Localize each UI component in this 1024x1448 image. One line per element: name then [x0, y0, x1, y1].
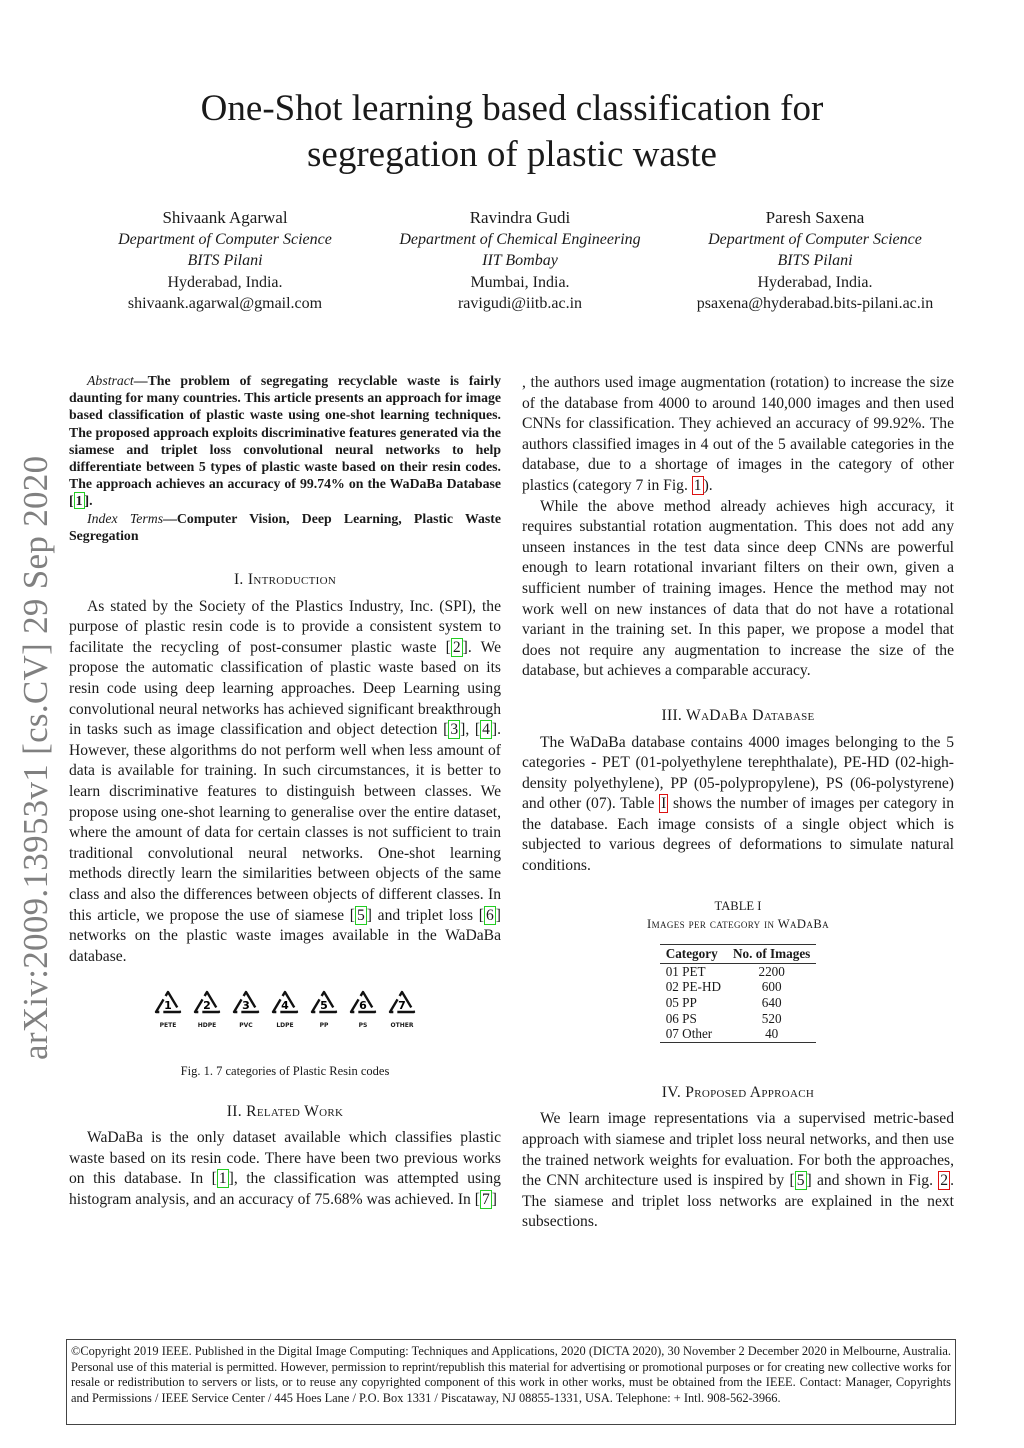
text-run: The WaDaBa database contains 4000 images belonging to the 5 categories - PET (01-polyethylene terephthalate), PE-HD (02-high-density polyethylene), PP (05-polypropylene), PS (06-polystyrene) and other (07). Table	[522, 733, 954, 813]
right-column	[522, 373, 954, 1233]
citation-link[interactable]: 5	[796, 1172, 805, 1190]
table-cell: 600	[761, 979, 782, 995]
data-table	[660, 944, 817, 1043]
text-run: . We propose the automatic classification of plastic waste based on its resin code using deep learning approaches. Deep Learning using convolutional neural networks has achieved significant breakthrough in tasks such as image classification and object detection	[69, 638, 501, 739]
citation-link[interactable]: 6	[486, 906, 494, 924]
author-block	[80, 207, 960, 315]
column-header: Category	[660, 945, 727, 964]
resin-code-label: OTHER	[390, 1022, 414, 1030]
citation-link[interactable]: 4	[482, 721, 490, 739]
resin-code-5	[309, 989, 339, 1037]
text-run: WaDaBa is the only dataset available which classifies plastic waste based on its resin code. There have been two previous works on this database. In	[69, 1129, 501, 1188]
author-2	[375, 207, 665, 315]
table-subtitle: Images per category in WaDaBa	[646, 916, 830, 931]
paper-title	[0, 86, 1024, 178]
related-paragraph-continued	[522, 373, 954, 497]
text-run: , the authors used image augmentation (rotation) to increase the size of the database from 4000 to around 140,000 images and then used CNNs for classification. They achieved an accuracy of 99.92%. The authors classified images in 4 out of the 5 available categories in the database, due to a shortage of images in the category of other plastics (category 7 in Fig.	[522, 374, 954, 494]
column-header: No. of Images	[727, 945, 816, 964]
resin-code-number: 3	[242, 999, 250, 1013]
related-paragraph-2: While the above method already achieves high accuracy, it requires substantial rotation augmentation. This does not add any unseen instances in the test data since deep CNNs are powerful enough to learn rotational invariant filters on their own, given a sufficient number of training images. Hence the method may not work well on new instances of data that do not have a rotational variant in the training set. In this paper, we propose a model that does not require any augmentation to increase the size of the database, but achieves a comparable accuracy.	[522, 497, 954, 680]
resin-code-number: 1	[164, 999, 172, 1013]
recycling-triangle-icon	[309, 989, 339, 1015]
resin-code-row	[69, 989, 501, 1037]
table-1	[522, 899, 954, 1043]
related-paragraph: WaDaBa is the only dataset available which classifies plastic waste based on its resin code. There have been two previous works on this database. In [ 1 ], the classification was attempted using histogram analysis, and an accuracy of 75.68% was achieved. In [ 7 ]	[69, 1129, 501, 1208]
recycling-triangle-icon	[387, 989, 417, 1015]
resin-code-2	[192, 989, 222, 1037]
recycling-triangle-icon	[153, 989, 183, 1015]
resin-code-label: PVC	[239, 1022, 253, 1030]
text-run: and shown in Fig.	[811, 1172, 939, 1190]
table-cell: 2200	[758, 963, 785, 979]
table-header-row	[660, 945, 817, 964]
author-institution: BITS Pilani	[187, 252, 263, 269]
author-name: Paresh Saxena	[765, 208, 865, 227]
citation-link[interactable]: 5	[356, 906, 365, 924]
table-cell: 640	[761, 995, 782, 1011]
section-heading-proposed-approach: IV. Proposed Approach	[661, 1083, 815, 1101]
table-cell: 520	[761, 1010, 782, 1026]
text-run: ,	[465, 721, 475, 739]
author-name: Ravindra Gudi	[469, 208, 571, 227]
text-run: As stated by the Society of the Plastics Industry, Inc. (SPI), the purpose of plastic resin code is to provide a consistent system to facilitate the recycling of post-consumer plastic waste	[69, 597, 501, 656]
copyright-notice: ©Copyright 2019 IEEE. Published in the Digital Image Computing: Techniques and Applications, 2020 (DICTA 2020), 30 November 2 December 2020 in Melbourne, Australia. Personal use of this material is permitted. However, permission to reprint/republish this material for advertising or promotional purposes or for creating new collective works for resale or redistribution to servers or lists, or to reuse any copyrighted component of this work in other works, must be obtained from the IEEE. Contact: Manager, Copyrights and Permissions / IEEE Service Center / 445 Hoes Lane / P.O. Box 1331 / Piscataway, NJ 08855-1331, USA. Telephone: + Intl. 908-562-3966.	[66, 1339, 956, 1425]
section-heading-related-work: II. Related Work	[226, 1102, 344, 1120]
author-name: Shivaank Agarwal	[162, 208, 288, 227]
citation-link[interactable]: 2	[452, 638, 461, 656]
abstract-label: Abstract	[87, 373, 134, 388]
resin-code-number: 4	[281, 999, 289, 1013]
section-heading-wadaba: III. WaDaBa Database	[661, 706, 815, 724]
resin-code-label: PP	[319, 1022, 329, 1030]
author-institution: IIT Bombay	[482, 252, 558, 269]
text-run: We learn image representations via a supervised metric-based approach with siamese and triplet loss neural networks, and then use the trained network weights for evaluation. For both the approaches, the CNN architecture used is inspired by	[522, 1110, 954, 1190]
table-cell: 01 PET	[665, 963, 706, 979]
abstract-end: .	[89, 493, 93, 509]
index-terms-label: Index Terms	[87, 510, 164, 526]
resin-code-number: 6	[359, 999, 367, 1013]
table-cell: 02 PE-HD	[665, 979, 722, 995]
citation-link[interactable]: 1	[218, 1170, 227, 1188]
table-reference-link[interactable]: I	[661, 795, 667, 813]
wadaba-paragraph	[522, 733, 954, 877]
figure-reference-link[interactable]: 1	[693, 476, 702, 494]
author-department: Department of Computer Science	[118, 230, 332, 248]
resin-code-number: 7	[398, 999, 406, 1013]
recycling-triangle-icon	[270, 989, 300, 1015]
recycling-triangle-icon	[192, 989, 222, 1015]
text-run: and triplet loss	[371, 906, 479, 924]
text-run: networks on the plastic waste images available in the WaDaBa database.	[69, 927, 501, 965]
author-department: Department of Chemical Engineering	[399, 230, 641, 248]
resin-code-3	[231, 989, 261, 1037]
abstract-text: —The problem of segregating recyclable waste is fairly daunting for many countries. This article presents an approach for image based classification of plastic waste using one-shot learning techniques. The proposed approach exploits discriminative features generated via the siamese and triplet loss convolutional neural networks to help differentiate between 5 types of plastic waste based on their resin codes. The approach achieves an accuracy of 99.74% on the WaDaBa Database	[69, 373, 501, 492]
resin-code-label: PETE	[159, 1022, 177, 1030]
title-line-1: One-Shot learning based classification for	[200, 88, 824, 129]
recycling-triangle-icon	[348, 989, 378, 1015]
table-row	[660, 995, 817, 1011]
table-cell: 07 Other	[665, 1026, 713, 1042]
author-location: Hyderabad, India.	[167, 273, 283, 291]
approach-paragraph: We learn image representations via a supervised metric-based approach with siamese and triplet loss neural networks, and then use the trained network weights for evaluation. For both the approaches, the CNN architecture used is inspired by [ 5 ] and shown in Fig. 2 . The siamese and triplet loss networks are explained in the next subsections.	[522, 1110, 954, 1231]
resin-code-7	[387, 989, 417, 1037]
author-3	[670, 207, 960, 315]
author-1	[80, 207, 370, 315]
table-row	[660, 1026, 817, 1042]
citation-link[interactable]: 7	[481, 1190, 490, 1208]
arxiv-stamp: arXiv:2009.13953v1 [cs.CV] 29 Sep 2020	[16, 455, 55, 1060]
citation-link[interactable]: 3	[450, 721, 459, 739]
figure-reference-link[interactable]: 2	[940, 1172, 949, 1190]
author-institution: BITS Pilani	[777, 252, 853, 269]
recycling-triangle-icon	[231, 989, 261, 1015]
table-row	[660, 979, 817, 995]
table-cell: 40	[765, 1026, 779, 1042]
table-title: TABLE I	[714, 898, 762, 913]
resin-code-1	[153, 989, 183, 1037]
table-cell: 05 PP	[665, 995, 697, 1011]
intro-paragraph: As stated by the Society of the Plastics Industry, Inc. (SPI), the purpose of plastic resin code is to provide a consistent system to facilitate the recycling of post-consumer plastic waste [ 2 ]. We propose the automatic classification of plastic waste based on its resin code using deep learning approaches. Deep Learning using convolutional neural networks has achieved significant breakthrough in tasks such as image classification and object detection [ 3 ], [ 4 ]. However, these algorithms do not perform well when less amount of data is available for training. In such circumstances, it is better to learn discriminative features to distinguish between classes. We propose using one-shot learning to generalise over the entire dataset, where the amount of data for certain classes is not sufficient to train traditional convolutional neural networks. One-shot learning methods directly learn the similarities between objects of the same class and also the differences between objects of different classes. In this article, we propose the use of siamese [ 5 ] and triplet loss [ 6 ] networks on the plastic waste images available in the WaDaBa database.	[69, 597, 501, 965]
table-row	[660, 963, 817, 979]
resin-code-label: LDPE	[276, 1022, 294, 1030]
resin-code-label: PS	[358, 1022, 368, 1030]
left-column	[69, 372, 501, 1210]
index-terms-text: —Computer Vision, Deep Learning, Plastic Waste Segregation	[69, 510, 501, 543]
text-run: , the classification was attempted using histogram analysis, and an accuracy of 75.68% was achieved. In	[69, 1170, 501, 1208]
author-location: Mumbai, India.	[470, 273, 570, 291]
text-run: . The siamese and triplet loss networks are explained in the next subsections.	[522, 1172, 954, 1231]
author-location: Hyderabad, India.	[757, 273, 873, 291]
table-cell: 06 PS	[665, 1010, 697, 1026]
text-run: . However, these algorithms do not perform well when less amount of data is available for training. In such circumstances, it is better to learn discriminative features to distinguish between classes. We propose using one-shot learning to generalise over the entire dataset, where the amount of data for certain classes is not sufficient to train traditional convolutional neural networks. One-shot learning methods directly learn the similarities between objects of the same class and also the differences between objects of different classes. In this article, we propose the use of siamese	[69, 721, 501, 924]
resin-code-4	[270, 989, 300, 1037]
resin-code-label: HDPE	[197, 1022, 217, 1030]
resin-code-6	[348, 989, 378, 1037]
figure-caption: Fig. 1. 7 categories of Plastic Resin codes	[180, 1063, 390, 1078]
author-email[interactable]: psaxena@hyderabad.bits-pilani.ac.in	[696, 295, 934, 312]
section-heading-introduction: I. Introduction	[233, 571, 337, 589]
author-email[interactable]: ravigudi@iitb.ac.in	[457, 295, 583, 312]
resin-code-number: 2	[203, 999, 211, 1013]
author-email[interactable]: shivaank.agarwal@gmail.com	[127, 295, 323, 312]
figure-1	[69, 989, 501, 1081]
resin-code-number: 5	[320, 999, 328, 1013]
text-run: shows the number of images per category in the database. Each image consists of a single object which is subjected to various degrees of deformations to simulate natural conditions.	[522, 795, 954, 875]
table-row	[660, 1011, 817, 1027]
text-run: ).	[703, 476, 713, 494]
title-line-2: segregation of plastic waste	[307, 134, 717, 175]
author-department: Department of Computer Science	[708, 230, 922, 248]
citation-link[interactable]: 1	[75, 493, 83, 509]
abstract: Abstract—The problem of segregating recyclable waste is fairly daunting for many countries. This article presents an approach for image based classification of plastic waste using one-shot learning techniques. The proposed approach exploits discriminative features generated via the siamese and triplet loss convolutional neural networks to help differentiate between 5 types of plastic waste based on their resin codes. The approach achieves an accuracy of 99.74% on the WaDaBa Database [ 1 ]. Index Terms—Computer Vision, Deep Learning, Plastic Waste Segregation	[69, 373, 501, 543]
